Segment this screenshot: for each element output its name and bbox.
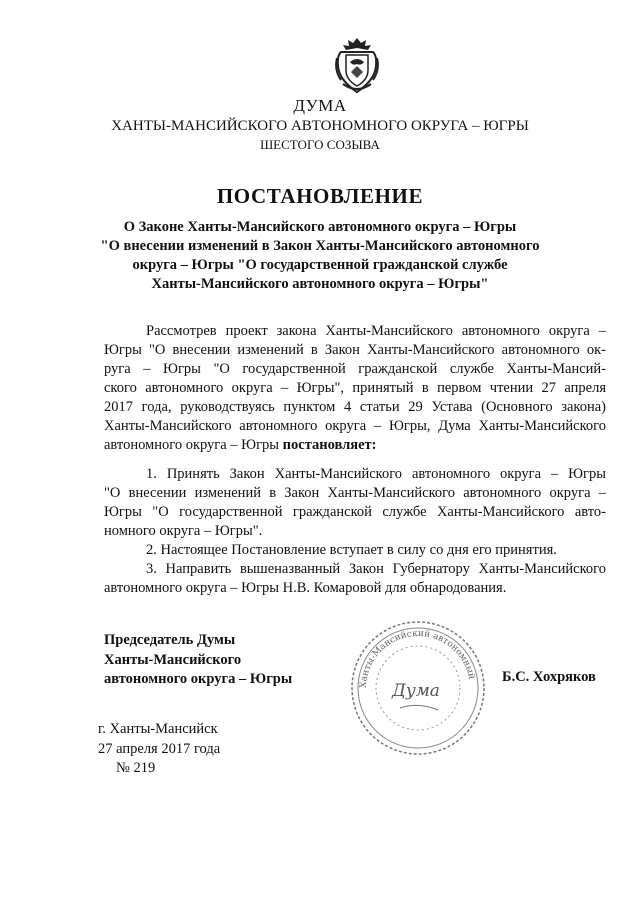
paragraph-text: автономного округа – Югры bbox=[104, 437, 283, 453]
signatory-name: Б.С. Хохряков bbox=[502, 669, 596, 685]
item-2-paragraph bbox=[104, 541, 606, 560]
subject-line: О Законе Ханты-Мансийского автономного округа – Югры bbox=[123, 219, 517, 235]
item-1-paragraph bbox=[104, 465, 606, 541]
paragraph-line: 2017 года, руководствуясь пунктом 4 статьи 29 Устава (Основного закона) bbox=[104, 399, 606, 415]
org-name-line1: ДУМА bbox=[293, 96, 347, 115]
seal-ring-text: Ханты-Мансийский автономный bbox=[358, 628, 477, 689]
item-3-paragraph bbox=[104, 560, 606, 598]
document-issue-info bbox=[98, 720, 220, 779]
position-line: Председатель Думы bbox=[104, 632, 236, 648]
document-type-title: ПОСТАНОВЛЕНИЕ bbox=[216, 184, 424, 208]
subject-line: Ханты-Мансийского автономного округа – Югры" bbox=[151, 276, 489, 292]
paragraph-line: автономного округа – Югры Н.В. Комаровой для обнародования. bbox=[104, 580, 507, 596]
subject-line: округа – Югры "О государственной гражданской службе bbox=[132, 257, 508, 273]
paragraph-line: 3. Направить вышеназванный Закон Губернатору Ханты-Мансийского bbox=[146, 561, 606, 577]
paragraph-line: Югры "О государственной гражданской службе Ханты-Мансийского авто- bbox=[104, 504, 606, 520]
keyword-postanovlyaet: постановляет: bbox=[282, 437, 377, 453]
seal-center-text: Дума bbox=[392, 681, 440, 701]
convocation-line: ШЕСТОГО СОЗЫВА bbox=[260, 137, 380, 152]
issue-date: 27 апреля 2017 года bbox=[98, 740, 221, 757]
document-number: № 219 bbox=[116, 760, 156, 776]
official-seal-stamp bbox=[348, 618, 488, 758]
paragraph-line: номного округа – Югры". bbox=[104, 523, 263, 539]
paragraph-line: ского автономного округа – Югры", принятый в первом чтении 27 апреля bbox=[104, 380, 606, 396]
paragraph-line: 2. Настоящее Постановление вступает в силу со дня его принятия. bbox=[146, 542, 557, 558]
subject-line: "О внесении изменений в Закон Ханты-Мансийского автономного bbox=[100, 238, 540, 254]
signatory-position bbox=[104, 631, 292, 690]
paragraph-line: Югры "О внесении изменений в Закон Ханты-Мансийского автономного ок- bbox=[104, 342, 606, 358]
coat-of-arms-emblem bbox=[333, 36, 381, 96]
org-name-line2: ХАНТЫ-МАНСИЙСКОГО АВТОНОМНОГО ОКРУГА – ЮГРЫ bbox=[111, 118, 529, 134]
paragraph-line: 1. Принять Закон Ханты-Мансийского автономного округа – Югры bbox=[146, 466, 606, 482]
issue-city: г. Ханты-Мансийск bbox=[98, 721, 218, 737]
preamble-paragraph bbox=[104, 322, 606, 455]
paragraph-line: "О внесении изменений в Закон Ханты-Мансийского автономного округа – bbox=[104, 485, 606, 501]
paragraph-line bbox=[104, 436, 606, 455]
position-line: Ханты-Мансийского bbox=[104, 651, 242, 668]
document-subject bbox=[0, 218, 640, 294]
position-line: автономного округа – Югры bbox=[104, 671, 293, 687]
paragraph-line: руга – Югры "О государственной гражданской службе Ханты-Мансий- bbox=[104, 361, 606, 377]
paragraph-line: Рассмотрев проект закона Ханты-Мансийского автономного округа – bbox=[146, 323, 606, 339]
paragraph-line: Ханты-Мансийского автономного округа – Югры, Дума Ханты-Мансийского bbox=[104, 418, 606, 434]
